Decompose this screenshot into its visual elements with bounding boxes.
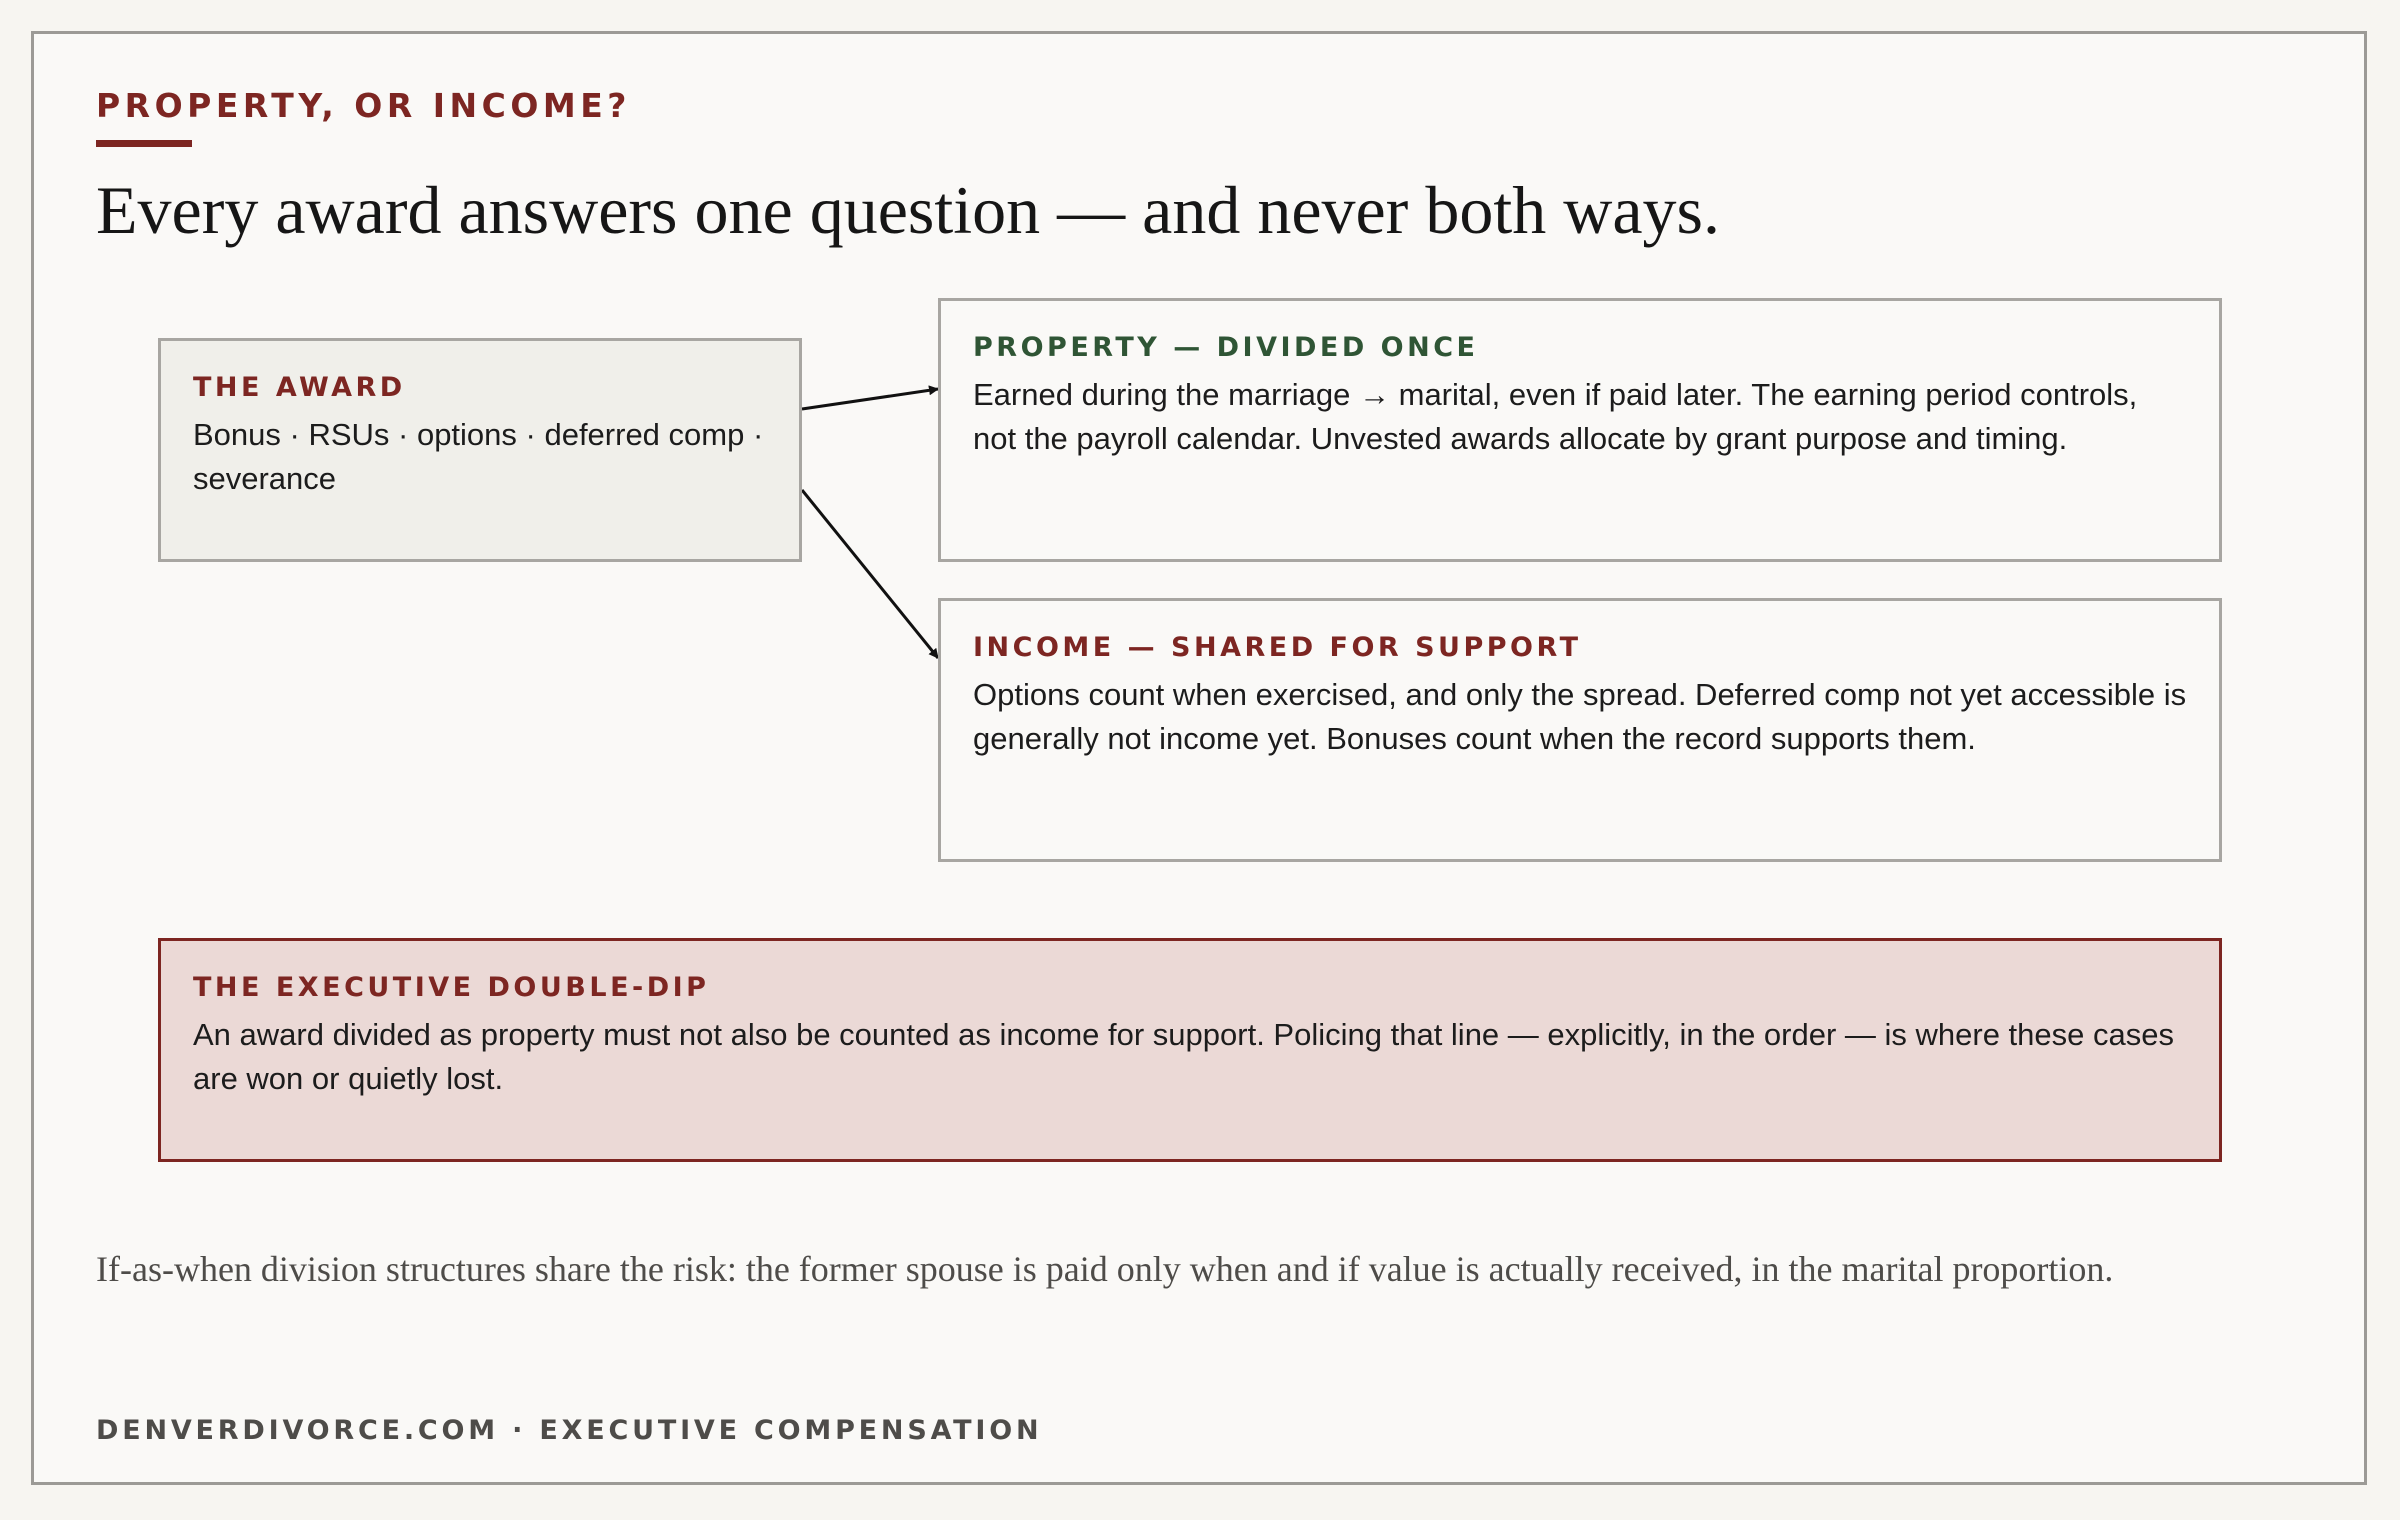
award-box-title: THE AWARD: [193, 372, 406, 403]
property-box-body: Earned during the marriage → marital, even if paid later. The earning period controls, not the payroll calendar. Unvested awards allocate by grant purpose and timing.: [973, 377, 2138, 456]
award-box-body: Bonus · RSUs · options · deferred comp · severance: [193, 417, 764, 496]
income-box-body: Options count when exercised, and only the spread. Deferred comp not yet accessible is generally not income yet. Bonuses count when the record supports them.: [973, 677, 2187, 756]
income-box-title: INCOME — SHARED FOR SUPPORT: [973, 632, 1582, 663]
eyebrow-label: PROPERTY, OR INCOME?: [96, 86, 631, 125]
income-box: [938, 598, 2222, 862]
footer-credit: DENVERDIVORCE.COM · EXECUTIVE COMPENSATION: [96, 1415, 1043, 1446]
property-box: [938, 298, 2222, 562]
page-title: Every award answers one question — and never both ways.: [96, 172, 1720, 248]
double-dip-callout: [158, 938, 2222, 1162]
double-dip-body: An award divided as property must not also be counted as income for support. Policing that line — explicitly, in the order — is where these cases are won or quietly lost.: [193, 1017, 2174, 1096]
double-dip-title: THE EXECUTIVE DOUBLE-DIP: [193, 972, 710, 1003]
footnote: If-as-when division structures share the risk: the former spouse is paid only when and if value is actually received, in the marital proportion.: [96, 1249, 2114, 1289]
property-box-title: PROPERTY — DIVIDED ONCE: [973, 332, 1479, 363]
eyebrow-rule: [96, 140, 192, 147]
award-box: [158, 338, 802, 562]
